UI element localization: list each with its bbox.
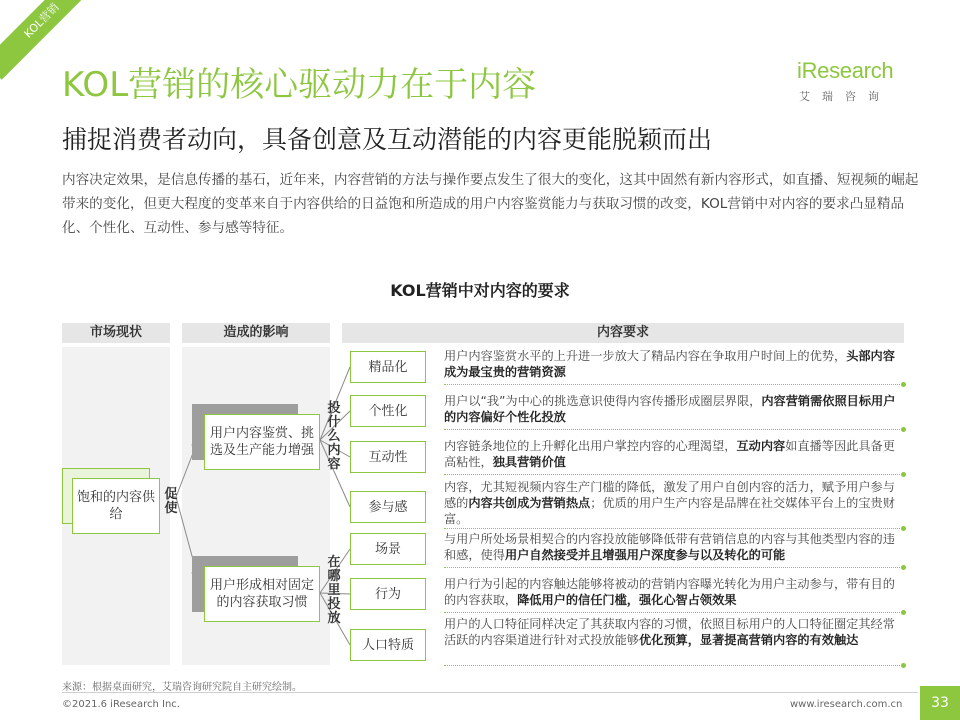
divider-2 [444, 429, 904, 430]
divider-5 [444, 567, 904, 568]
page-subtitle: 捕捉消费者动向，具备创意及互动潜能的内容更能脱颖而出 [62, 125, 713, 154]
divider-4 [444, 528, 904, 529]
req-item-quality: 精品化 [350, 351, 426, 383]
website-link[interactable]: www.iresearch.com.cn [790, 699, 903, 710]
req-item-demographics: 人口特质 [350, 629, 426, 661]
source-note: 来源：根据桌面研究，艾瑞咨询研究院自主研究绘制。 [62, 682, 302, 693]
label-where-to-put: 在哪里投放 [327, 555, 341, 626]
page-number: 33 [920, 686, 960, 720]
label-what-to-put: 投什么内容 [327, 401, 341, 472]
divider-3 [444, 474, 904, 475]
logo-text: iResearch [797, 58, 894, 83]
divider-6 [444, 612, 904, 613]
divider-7 [444, 665, 904, 666]
req-desc-scene: 与用户所处场景相契合的内容投放能够降低带有营销信息的内容与其他类型内容的违和感，使得用户自然接受并且增强用户深度参与以及转化的可能 [444, 532, 895, 562]
req-item-interactivity: 互动性 [350, 441, 426, 473]
chart-title: KOL营销中对内容的要求 [390, 281, 570, 300]
copyright: ©2021.6 iResearch Inc. [62, 699, 180, 710]
column-header-impact: 造成的影响 [182, 323, 330, 343]
req-desc-demographics: 用户的人口特征同样决定了其获取内容的习惯，依照目标用户的人口特征圈定其经常活跃的内容渠道进行针对式投放能够优化预算，显著提高营销内容的有效触达 [444, 617, 895, 647]
impact-bottom-box: 用户形成相对固定的内容获取习惯 [204, 566, 320, 622]
req-desc-participation: 内容，尤其短视频内容生产门槛的降低，激发了用户自创内容的活力，赋予用户参与感的内容共创成为营销热点；优质的用户生产内容是品牌在社交媒体平台上的宝贵财富。 [444, 480, 895, 526]
req-desc-behavior: 用户行为引起的内容触达能够将被动的营销内容曝光转化为用户主动参与，带有目的的内容获取，降低用户的信任门槛，强化心智占领效果 [444, 577, 895, 607]
req-item-scene: 场景 [350, 533, 426, 565]
req-desc-quality: 用户内容鉴赏水平的上升进一步放大了精品内容在争取用户时间上的优势，头部内容成为最宝贵的营销资源 [444, 349, 895, 379]
req-item-behavior: 行为 [350, 578, 426, 610]
column-header-content: 内容要求 [342, 323, 904, 343]
divider-1 [444, 384, 904, 385]
footer-divider [62, 692, 918, 693]
logo-cn-text: 艾瑞咨询 [799, 90, 891, 103]
impact-top-box: 用户内容鉴赏、挑选及生产能力增强 [204, 414, 320, 470]
market-box: 饱和的内容供给 [72, 478, 160, 534]
corner-tag: KOL营销 [0, 0, 101, 80]
column-header-market: 市场现状 [62, 323, 170, 343]
page-title: KOL营销的核心驱动力在于内容 [62, 65, 537, 105]
req-desc-personalization: 用户以“我”为中心的挑选意识使得内容传播形成圈层界限，内容营销需依照目标用户的内容偏好个性化投放 [444, 394, 896, 424]
drive-label: 促使 [164, 487, 178, 516]
req-item-participation: 参与感 [350, 491, 426, 523]
intro-paragraph: 内容决定效果，是信息传播的基石，近年来，内容营销的方法与操作要点发生了很大的变化，这其中固然有新内容形式，如直播、短视频的崛起带来的变化，但更大程度的变革来自于内容供给的日益饱和所造成的用户内容鉴赏能力与获取习惯的改变，KOL营销中对内容的要求凸显精品化、个性化、互动性、参与感等特征。 [62, 172, 919, 236]
req-desc-interactivity: 内容链条地位的上升孵化出用户掌控内容的心理渴望，互动内容如直播等因此具备更高粘性，独具营销价值 [444, 439, 895, 469]
req-item-personalization: 个性化 [350, 395, 426, 427]
